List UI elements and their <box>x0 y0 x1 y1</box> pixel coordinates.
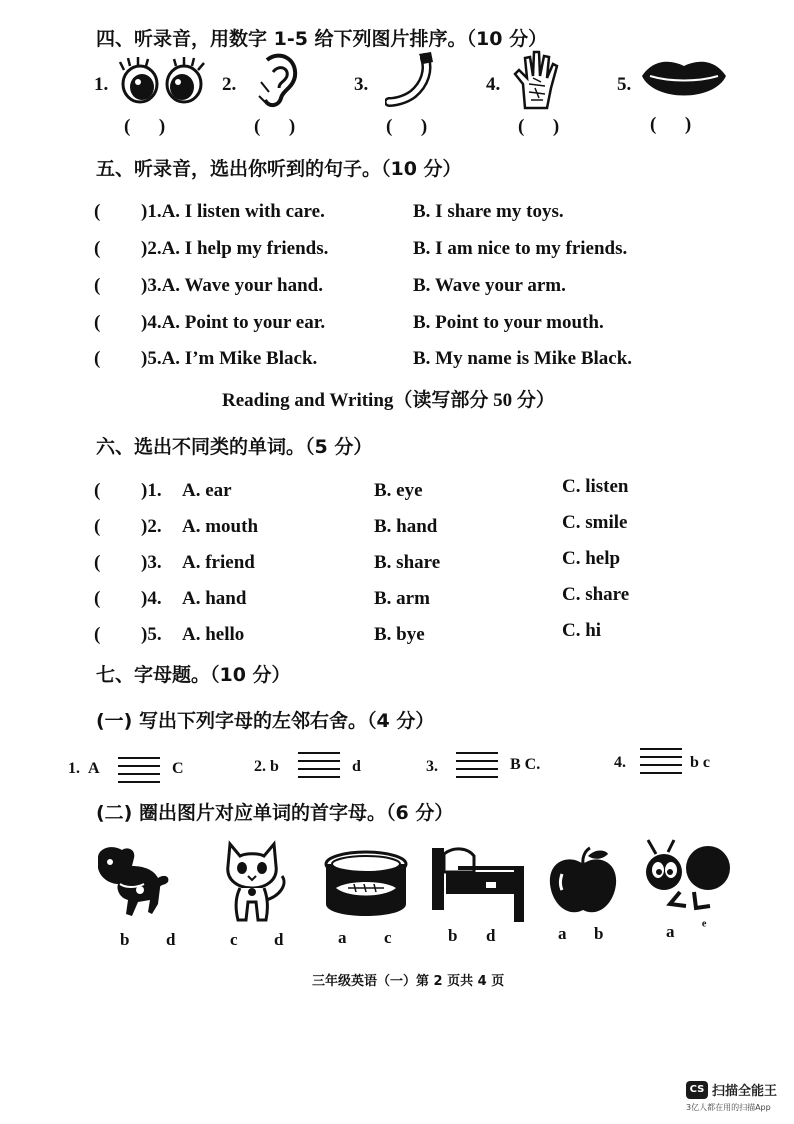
choice-letter[interactable]: ᵉ <box>702 916 707 935</box>
ear-icon <box>255 52 299 110</box>
choice-letter[interactable]: b <box>594 924 604 943</box>
arm-icon <box>385 50 445 110</box>
question-number: )4. <box>141 588 162 609</box>
letter-writing-lines[interactable] <box>640 746 682 776</box>
answer-blank[interactable]: ( <box>94 624 101 645</box>
option-b: B. Wave your arm. <box>413 275 566 296</box>
option-a: A. hello <box>182 624 245 645</box>
choice-letter[interactable]: d <box>274 930 284 949</box>
item-number: 3. <box>426 758 438 775</box>
option-b: B. eye <box>374 480 423 501</box>
answer-blank[interactable]: ( ) <box>650 114 692 135</box>
ant-icon <box>640 838 732 912</box>
question-row <box>0 201 794 231</box>
mouth-icon <box>640 54 728 106</box>
section5-title: 五、听录音，选出你听到的句子。（10 分） <box>96 158 462 180</box>
can-icon <box>324 850 408 922</box>
letter-left: b <box>270 758 279 775</box>
answer-blank[interactable]: ( <box>94 516 101 537</box>
option-c: C. hi <box>562 620 602 641</box>
hand-icon <box>511 48 561 110</box>
question-row <box>0 476 794 510</box>
section7-title: 七、字母题。（10 分） <box>96 664 291 686</box>
option-a: )5.A. I’m Mike Black. <box>141 348 318 369</box>
item-number: 2. <box>254 758 266 775</box>
item-number: 1. <box>68 760 80 777</box>
option-c: C. smile <box>562 512 628 533</box>
camscanner-logo: CS <box>686 1081 708 1099</box>
option-a: )1.A. I listen with care. <box>141 201 325 222</box>
camscanner-name: 扫描全能王 <box>712 1084 778 1099</box>
item-number: 4. <box>486 74 501 95</box>
option-a: A. ear <box>182 480 232 501</box>
option-a: )3.A. Wave your hand. <box>141 275 323 296</box>
item-number: 4. <box>614 754 626 771</box>
answer-blank[interactable]: ( <box>94 201 101 222</box>
option-a: )2.A. I help my friends. <box>141 238 329 259</box>
item-number: 1. <box>94 74 109 95</box>
item-number: 3. <box>354 74 369 95</box>
letter-right: C <box>172 760 184 777</box>
reading-writing-header: Reading and Writing（读写部分 50 分） <box>222 390 555 411</box>
apple-icon <box>546 846 620 918</box>
option-b: B. arm <box>374 588 430 609</box>
choice-letter[interactable]: c <box>230 930 238 949</box>
question-row <box>0 548 794 582</box>
option-b: B. My name is Mike Black. <box>413 348 633 369</box>
option-b: B. bye <box>374 624 425 645</box>
cat-icon <box>222 840 290 924</box>
eyes-icon <box>118 56 210 106</box>
choice-letter[interactable]: a <box>666 922 675 941</box>
item-number: 5. <box>617 74 632 95</box>
choice-letter[interactable]: d <box>166 930 176 949</box>
question-row <box>0 512 794 546</box>
section7-part2-title: (二) 圈出图片对应单词的首字母。（6 分） <box>96 802 454 824</box>
question-number: )3. <box>141 552 162 573</box>
question-row <box>0 348 794 378</box>
section4-title: 四、听录音，用数字 1-5 给下列图片排序。（10 分） <box>96 28 548 50</box>
letter-writing-lines[interactable] <box>456 750 498 780</box>
option-b: B. share <box>374 552 441 573</box>
section7-part1-title: (一) 写出下列字母的左邻右舍。（4 分） <box>96 710 435 732</box>
dog-icon <box>92 844 174 920</box>
option-b: B. hand <box>374 516 438 537</box>
page-footer: 三年级英语（一）第 2 页共 4 页 <box>312 974 505 989</box>
option-a: A. friend <box>182 552 255 573</box>
letter-right: d <box>352 758 361 775</box>
section6-title: 六、选出不同类的单词。（5 分） <box>96 436 373 458</box>
bed-icon <box>428 842 530 924</box>
question-row <box>0 275 794 305</box>
answer-blank[interactable]: ( ) <box>518 116 560 137</box>
letter-writing-lines[interactable] <box>118 755 160 785</box>
question-row <box>0 312 794 342</box>
choice-letter[interactable]: a <box>558 924 567 943</box>
option-a: )4.A. Point to your ear. <box>141 312 326 333</box>
answer-blank[interactable]: ( ) <box>254 116 296 137</box>
answer-blank[interactable]: ( <box>94 238 101 259</box>
option-c: C. help <box>562 548 621 569</box>
letter-left: A <box>88 760 100 777</box>
question-row <box>0 584 794 618</box>
choice-letter[interactable]: a <box>338 928 347 947</box>
answer-blank[interactable]: ( <box>94 348 101 369</box>
question-number: )1. <box>141 480 162 501</box>
answer-blank[interactable]: ( <box>94 480 101 501</box>
option-b: B. Point to your mouth. <box>413 312 604 333</box>
item-number: 2. <box>222 74 237 95</box>
answer-blank[interactable]: ( <box>94 552 101 573</box>
choice-letter[interactable]: c <box>384 928 392 947</box>
option-b: B. I share my toys. <box>413 201 564 222</box>
question-row <box>0 238 794 268</box>
option-a: A. mouth <box>182 516 259 537</box>
option-b: B. I am nice to my friends. <box>413 238 628 259</box>
answer-blank[interactable]: ( <box>94 588 101 609</box>
letter-writing-lines[interactable] <box>298 750 340 780</box>
option-c: C. share <box>562 584 630 605</box>
letter-right: B C. <box>510 756 541 773</box>
option-c: C. listen <box>562 476 629 497</box>
question-row <box>0 620 794 654</box>
option-a: A. hand <box>182 588 247 609</box>
answer-blank[interactable]: ( <box>94 312 101 333</box>
question-number: )2. <box>141 516 162 537</box>
question-number: )5. <box>141 624 162 645</box>
choice-letter[interactable]: d <box>486 926 496 945</box>
choice-letter[interactable]: b <box>120 930 130 949</box>
camscanner-tagline: 3亿人都在用的扫描App <box>686 1103 771 1112</box>
letter-right: b c <box>690 754 710 771</box>
answer-blank[interactable]: ( <box>94 275 101 296</box>
answer-blank[interactable]: ( ) <box>386 116 428 137</box>
answer-blank[interactable]: ( ) <box>124 116 166 137</box>
choice-letter[interactable]: b <box>448 926 458 945</box>
